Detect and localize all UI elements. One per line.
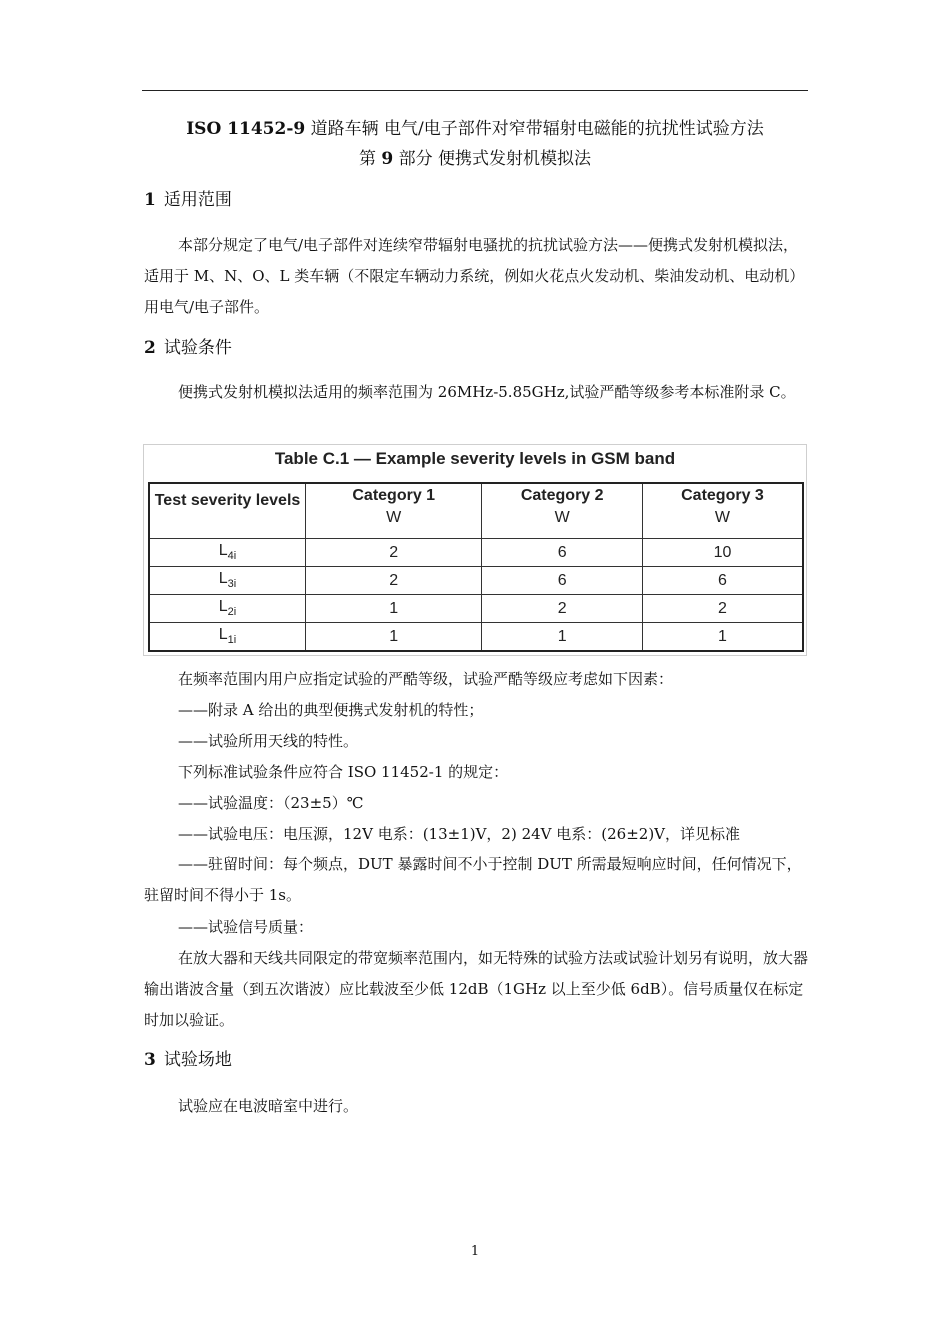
list-item: ——试验所用天线的特性。 <box>178 732 359 750</box>
value-cell: 6 <box>482 567 643 595</box>
section-heading-scope: 1 适用范围 <box>144 190 232 210</box>
severity-table-figure <box>143 444 807 656</box>
value-cell: 1 <box>306 623 482 652</box>
paragraph-frequency-range: 便携式发射机模拟法适用的频率范围为 26MHz-5.85GHz,试验严酷等级参考本标准附录 C。 <box>178 383 796 401</box>
paragraph-amplifier: 在放大器和天线共同限定的带宽频率范围内，如无特殊的试验方法或试验计划另有说明，放大器输出谐波含量（到五次谐波）应比载波至少低 12dB（1GHz 以上至少低 6dB）。信号质量仅在标定时加以验证。 <box>144 949 809 1029</box>
value-cell: 1 <box>306 595 482 623</box>
value-cell: 10 <box>642 539 803 567</box>
table-row <box>149 539 803 567</box>
level-cell: $L_{1i}$ <box>149 623 306 652</box>
header-category-2: Category 2 W <box>482 483 643 539</box>
value-cell: 2 <box>306 567 482 595</box>
table-row <box>149 567 803 595</box>
list-item: ——试验信号质量： <box>178 918 314 936</box>
table-caption: Table C.1 — Example severity levels in GSM band <box>274 449 676 468</box>
list-item: ——试验电压：电压源，12V 电系：(13±1)V，2) 24V 电系：(26±2)V，详见标准 <box>178 825 741 843</box>
header-category-3: Category 3 W <box>642 483 803 539</box>
paragraph-test-site: 试验应在电波暗室中进行。 <box>178 1097 359 1115</box>
value-cell: 1 <box>482 623 643 652</box>
value-cell: 1 <box>642 623 803 652</box>
table-row <box>149 595 803 623</box>
list-item: ——附录 A 给出的典型便携式发射机的特性； <box>178 701 484 719</box>
paragraph-standard-intro: 下列标准试验条件应符合 ISO 11452-1 的规定： <box>178 763 509 781</box>
paragraph-severity-intro: 在频率范围内用户应指定试验的严酷等级，试验严酷等级应考虑如下因素： <box>178 670 674 688</box>
page-number: 1 <box>470 1244 480 1259</box>
level-cell: $L_{4i}$ <box>149 539 306 567</box>
header-rule <box>142 90 808 91</box>
header-category-1: Category 1 W <box>306 483 482 539</box>
level-cell: $L_{3i}$ <box>149 567 306 595</box>
value-cell: 6 <box>482 539 643 567</box>
header-test-severity-levels: Test severity levels <box>149 483 306 539</box>
document-title-line1: ISO 11452-9 道路车辆 电气/电子部件对窄带辐射电磁能的抗扰性试验方法 <box>186 119 764 139</box>
paragraph-dwell-time: ——驻留时间：每个频点，DUT 暴露时间不小于控制 DUT 所需最短响应时间，任何情况下，驻留时间不得小于 1s。 <box>144 855 802 904</box>
section-heading-test-conditions: 2 试验条件 <box>144 338 232 358</box>
value-cell: 2 <box>482 595 643 623</box>
value-cell: 2 <box>642 595 803 623</box>
level-cell: $L_{2i}$ <box>149 595 306 623</box>
paragraph-scope: 本部分规定了电气/电子部件对连续窄带辐射电骚扰的抗扰试验方法——便携式发射机模拟法，适用于 M、N、O、L 类车辆（不限定车辆动力系统，例如火花点火发动机、柴油发动机、电动机）用电气/电子部件。 <box>144 236 805 316</box>
table-row <box>149 623 803 652</box>
section-heading-test-site: 3 试验场地 <box>144 1050 232 1070</box>
list-item: ——试验温度：（23±5）℃ <box>178 794 364 812</box>
document-title-line2: 第 9 部分 便携式发射机模拟法 <box>358 149 592 169</box>
severity-table <box>148 482 804 652</box>
table-header-row <box>149 483 803 539</box>
value-cell: 2 <box>306 539 482 567</box>
value-cell: 6 <box>642 567 803 595</box>
